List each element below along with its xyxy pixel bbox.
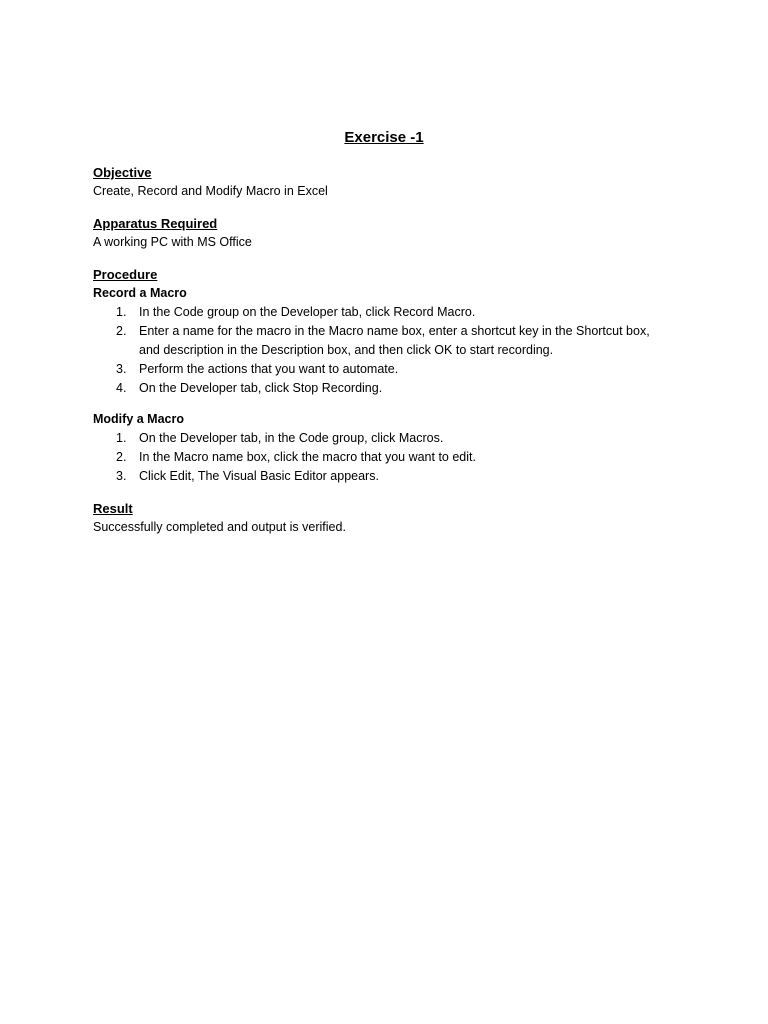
- list-item: [93, 303, 673, 322]
- list-item: [93, 379, 673, 398]
- step-number: 3.: [116, 362, 127, 376]
- list-item: [93, 448, 673, 467]
- step-number: 1.: [116, 305, 127, 319]
- modify-macro-subheading: Modify a Macro: [93, 412, 184, 426]
- step-number: 2.: [116, 450, 127, 464]
- step-text: Click Edit, The Visual Basic Editor appears.: [139, 469, 379, 483]
- procedure-section: [93, 265, 673, 486]
- step-text: In the Code group on the Developer tab, click Record Macro.: [139, 305, 476, 319]
- list-item: [93, 467, 673, 486]
- result-heading: Result: [93, 501, 133, 516]
- result-text: Successfully completed and output is verified.: [93, 520, 346, 534]
- page-title: Exercise -1: [344, 129, 424, 146]
- record-macro-subheading: Record a Macro: [93, 286, 187, 300]
- step-text: On the Developer tab, in the Code group, click Macros.: [139, 431, 444, 445]
- procedure-heading: Procedure: [93, 267, 158, 282]
- modify-macro-steps: [93, 429, 673, 486]
- objective-heading: Objective: [93, 165, 152, 180]
- apparatus-heading: Apparatus Required: [93, 216, 218, 231]
- objective-text: Create, Record and Modify Macro in Excel: [93, 184, 328, 198]
- list-item: [93, 429, 673, 448]
- step-number: 2.: [116, 324, 127, 338]
- apparatus-section: [93, 214, 673, 252]
- list-item: [93, 360, 673, 379]
- step-number: 3.: [116, 469, 127, 483]
- record-macro-block: [93, 284, 673, 398]
- document-body: [93, 163, 673, 550]
- objective-section: [93, 163, 673, 201]
- record-macro-steps: [93, 303, 673, 398]
- step-text: Enter a name for the macro in the Macro name box, enter a shortcut key in the Shortcut box, and description in the Description box, and then click OK to start recording.: [139, 324, 650, 357]
- apparatus-text: A working PC with MS Office: [93, 235, 252, 249]
- modify-macro-block: [93, 410, 673, 486]
- step-text: Perform the actions that you want to automate.: [139, 362, 399, 376]
- result-section: [93, 499, 673, 537]
- step-text: In the Macro name box, click the macro that you want to edit.: [139, 450, 476, 464]
- list-item: [93, 322, 673, 360]
- step-number: 4.: [116, 381, 127, 395]
- step-text: On the Developer tab, click Stop Recording.: [139, 381, 383, 395]
- step-number: 1.: [116, 431, 127, 445]
